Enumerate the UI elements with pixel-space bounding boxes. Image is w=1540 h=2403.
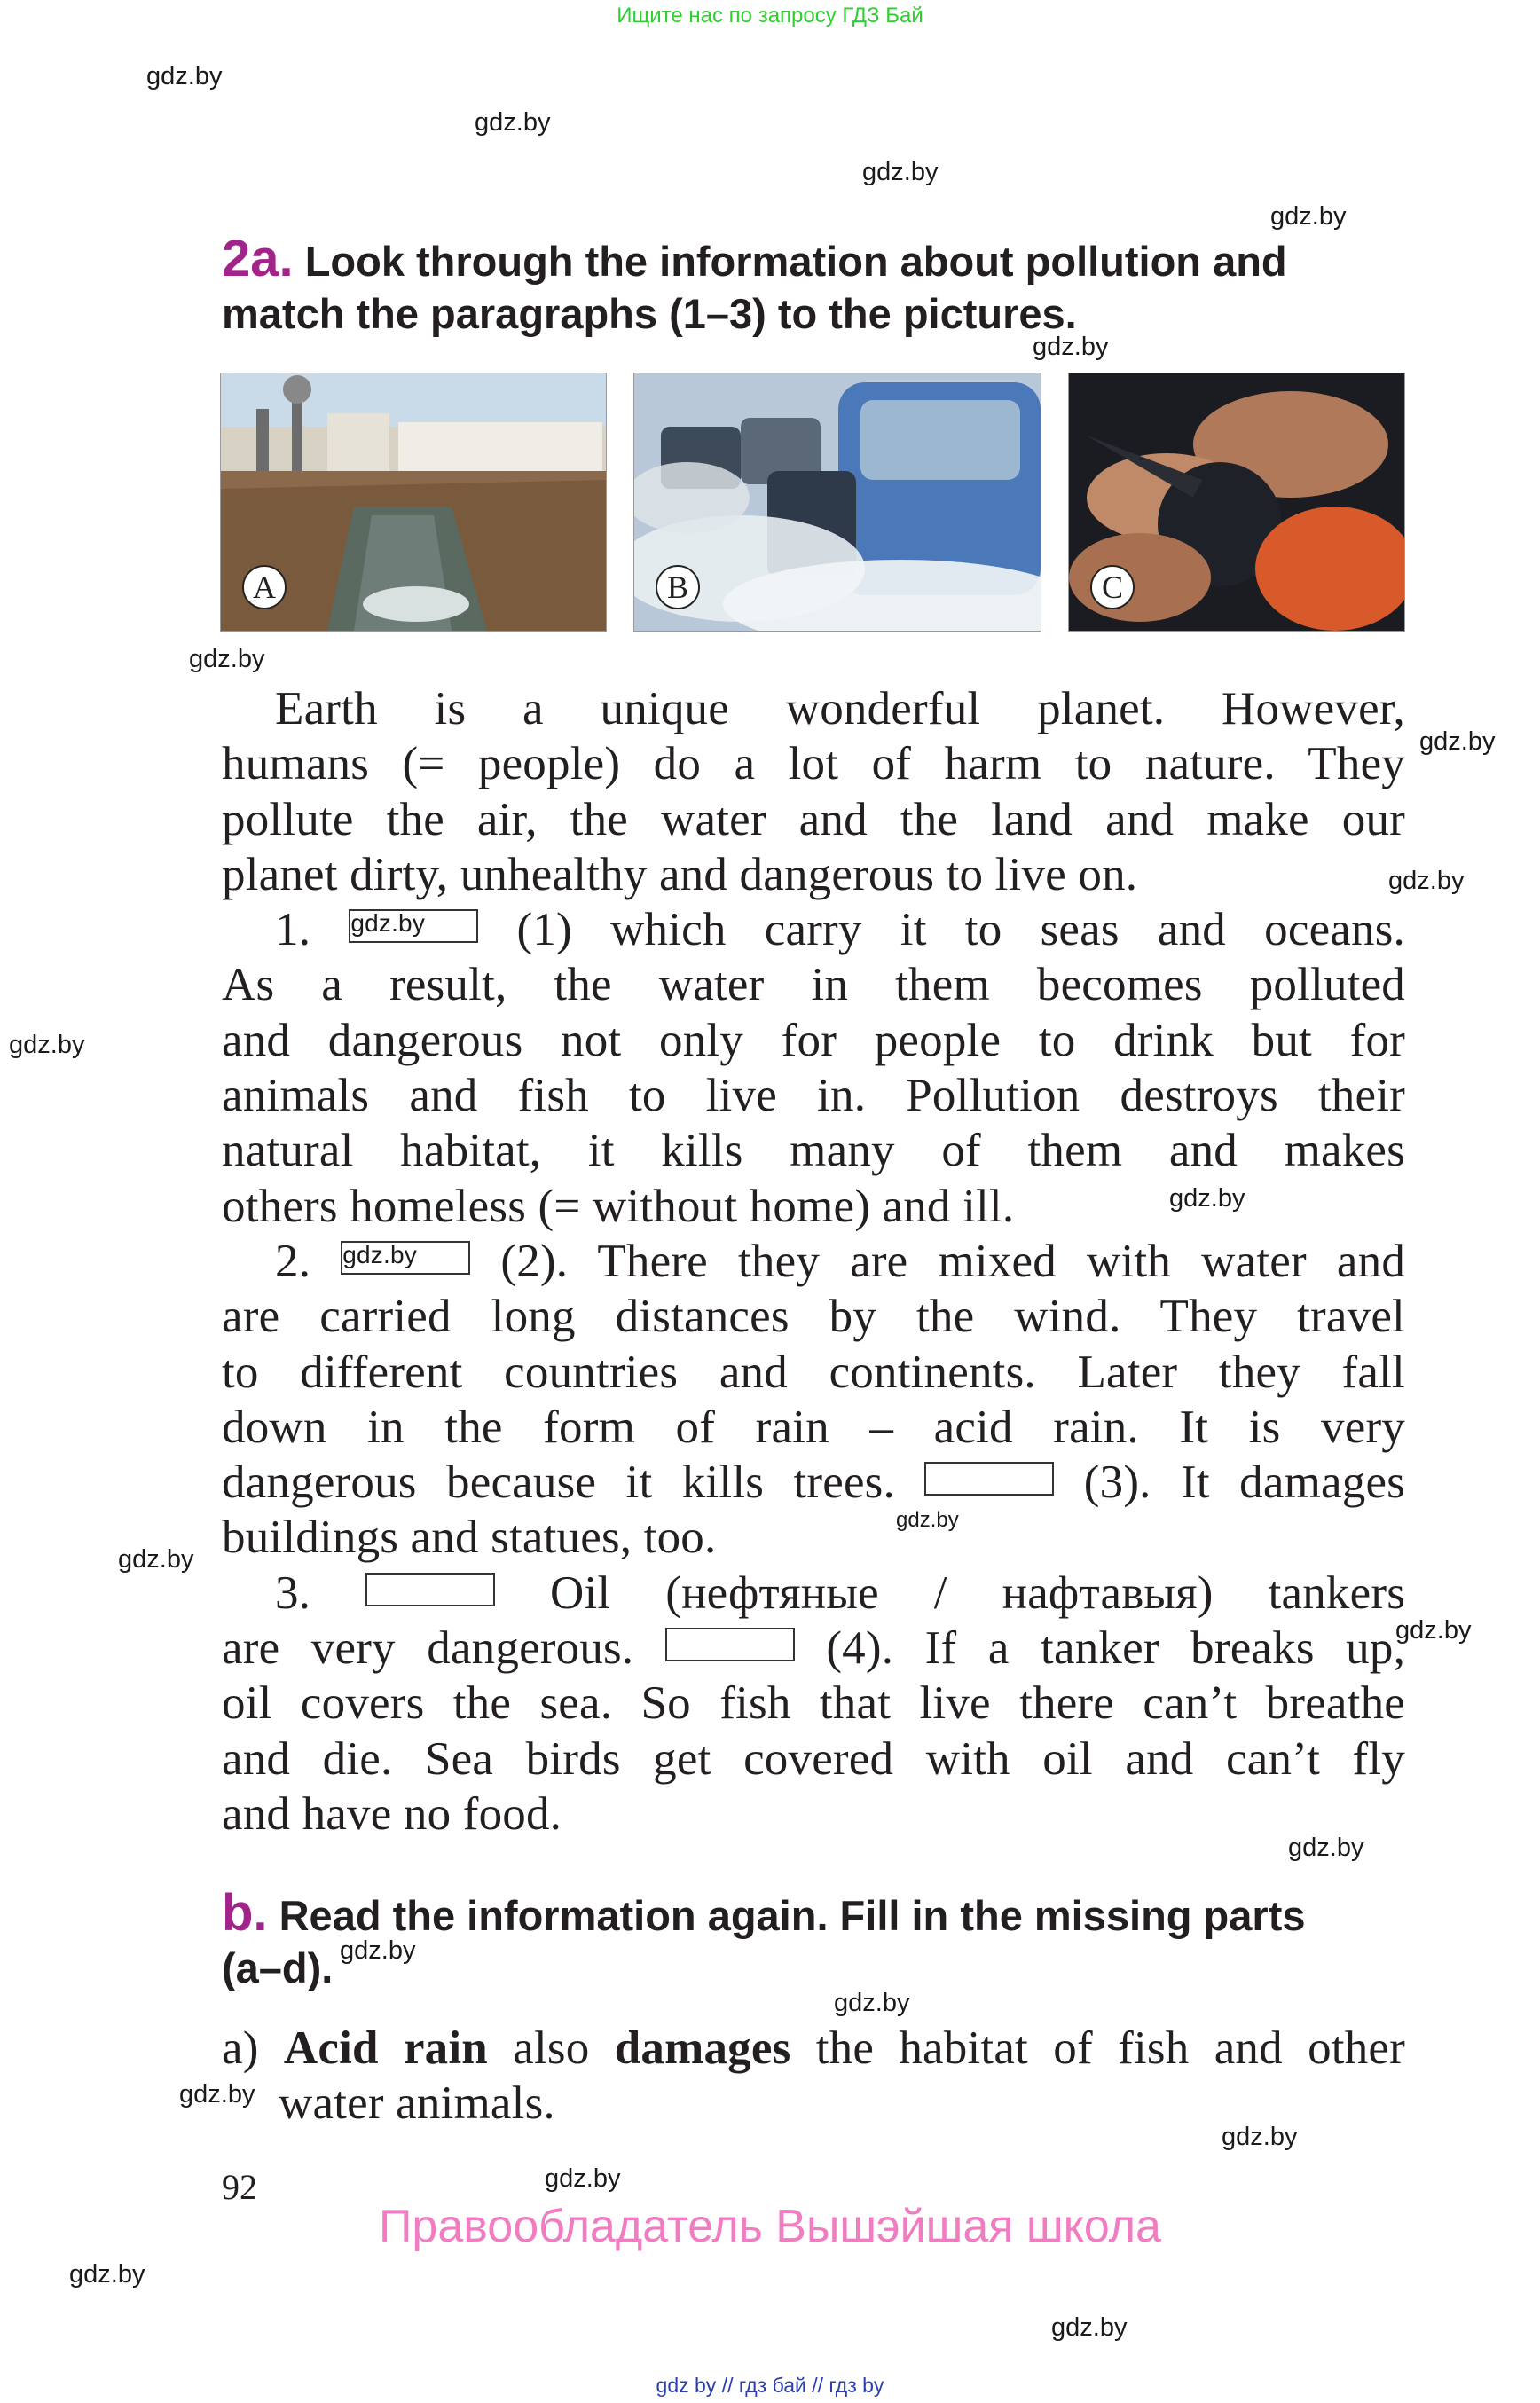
text-line: and die. Sea birds get covered with oil and can’t fly: [222, 1732, 1405, 1785]
text-fragment: the habitat of fish and other: [790, 2022, 1406, 2074]
header-link[interactable]: Ищите нас по запросу ГДЗ Бай: [617, 4, 923, 27]
task-2a-heading: [222, 232, 1415, 340]
text-fragment: dangerous because it kills trees.: [222, 1457, 895, 1509]
task-number: b.: [222, 1884, 268, 1942]
picture-a: [220, 373, 607, 632]
paragraph-2-first-line: [222, 1234, 1405, 1289]
answer-box-2[interactable]: [341, 1241, 470, 1275]
bold-term: Acid rain: [283, 2022, 488, 2074]
watermark: gdz.by: [342, 1240, 417, 1268]
watermark: gdz.by: [475, 108, 551, 137]
text-line: buildings and statues, too.: [222, 1512, 717, 1564]
rights-holder: Правообладатель Вышэйшая школа: [379, 2201, 1161, 2252]
page-number: 92: [222, 2167, 257, 2207]
text-line: humans (= people) do a lot of harm to nature. They: [222, 738, 1405, 790]
watermark: gdz.by: [350, 909, 426, 938]
watermark: gdz.by: [1169, 1184, 1245, 1213]
answer-box-4[interactable]: [365, 1573, 495, 1606]
text-line: down in the form of rain – acid rain. It is very: [222, 1401, 1405, 1453]
watermark: gdz.by: [1419, 727, 1496, 756]
text-line: others homeless (= without home) and ill.: [222, 1180, 1015, 1232]
paragraph-number: 1.: [275, 904, 311, 956]
watermark: gdz.by: [118, 1545, 194, 1574]
picture-label: C: [1090, 565, 1135, 609]
pollution-text: [222, 681, 1405, 1842]
text-fragment: (4). If a tanker breaks up,: [826, 1622, 1406, 1675]
text-fragment: are very dangerous.: [222, 1622, 634, 1675]
watermark: gdz.by: [545, 2164, 621, 2193]
answer-box-3[interactable]: [924, 1462, 1054, 1496]
text-line: pollute the air, the water and the land and make our: [222, 793, 1405, 845]
watermark: gdz.by: [69, 2260, 145, 2289]
text-line: As a result, the water in them becomes polluted: [222, 959, 1405, 1011]
task-text: Read the information again. Fill in the missing parts: [279, 1892, 1306, 1939]
answer-a: [222, 2021, 1405, 2132]
watermark: gdz.by: [1395, 1616, 1472, 1645]
text-line: animals and fish to live in. Pollution destroys their: [222, 1070, 1405, 1122]
footer-link[interactable]: gdz by // гдз бай // гдз by: [656, 2374, 884, 2397]
task-b-heading: [222, 1884, 1415, 1994]
picture-label: A: [242, 565, 287, 609]
task-text: match the paragraphs (1–3) to the pictures.: [222, 290, 1077, 337]
text-line: water animals.: [279, 2077, 555, 2130]
paragraph-2-box-line: [222, 1455, 1405, 1510]
watermark: gdz.by: [9, 1031, 85, 1059]
text-line: planet dirty, unhealthy and dangerous to live on.: [222, 848, 1138, 900]
text-line: Earth is a unique wonderful planet. However,: [275, 683, 1405, 734]
answer-label: a): [222, 2022, 259, 2074]
watermark: gdz.by: [1270, 202, 1347, 231]
watermark: gdz.by: [1288, 1834, 1364, 1862]
text-line: and have no food.: [222, 1787, 562, 1840]
answer-box-1[interactable]: [349, 909, 478, 943]
picture-label: B: [656, 565, 700, 609]
watermark: gdz.by: [896, 1508, 959, 1532]
watermark: gdz.by: [862, 158, 939, 186]
text-fragment: (2). There they are mixed with water and: [500, 1235, 1406, 1287]
text-line: and dangerous not only for people to drink but for: [222, 1014, 1405, 1066]
text-fragment: also: [488, 2022, 615, 2074]
text-fragment: (1) which carry it to seas and oceans.: [516, 904, 1405, 956]
watermark: gdz.by: [1051, 2313, 1128, 2342]
answer-box-5[interactable]: [665, 1628, 795, 1661]
answer-a-line-1: [222, 2021, 1405, 2076]
bold-term: damages: [614, 2022, 791, 2074]
task-text: Look through the information about pollution and: [304, 238, 1287, 285]
paragraph-3-box-line: [222, 1621, 1405, 1676]
paragraph-3-first-line: [222, 1566, 1405, 1621]
task-number: 2a.: [222, 230, 294, 287]
watermark: gdz.by: [834, 1989, 910, 2017]
picture-b: [633, 373, 1041, 632]
watermark: gdz.by: [1388, 867, 1465, 895]
text-line: oil covers the sea. So fish that live there can’t breathe: [222, 1677, 1405, 1730]
picture-c: [1068, 373, 1405, 632]
watermark: gdz.by: [179, 2080, 255, 2109]
watermark: gdz.by: [1033, 333, 1109, 361]
text-fragment: Oil (нефтяные / нафтавыя) tankers: [550, 1567, 1406, 1619]
watermark: gdz.by: [146, 62, 223, 90]
watermark: gdz.by: [340, 1936, 416, 1965]
task-text: (a–d).: [222, 1944, 334, 1991]
paragraph-number: 3.: [275, 1567, 311, 1619]
watermark: gdz.by: [1222, 2123, 1298, 2151]
paragraph-1-first-line: [222, 902, 1405, 957]
text-fragment: (3). It damages: [1083, 1457, 1406, 1509]
text-line: to different countries and continents. Later they fall: [222, 1346, 1405, 1398]
text-line: natural habitat, it kills many of them and makes: [222, 1125, 1405, 1177]
watermark: gdz.by: [189, 645, 265, 673]
text-line: are carried long distances by the wind. They travel: [222, 1291, 1405, 1343]
paragraph-number: 2.: [275, 1235, 311, 1287]
